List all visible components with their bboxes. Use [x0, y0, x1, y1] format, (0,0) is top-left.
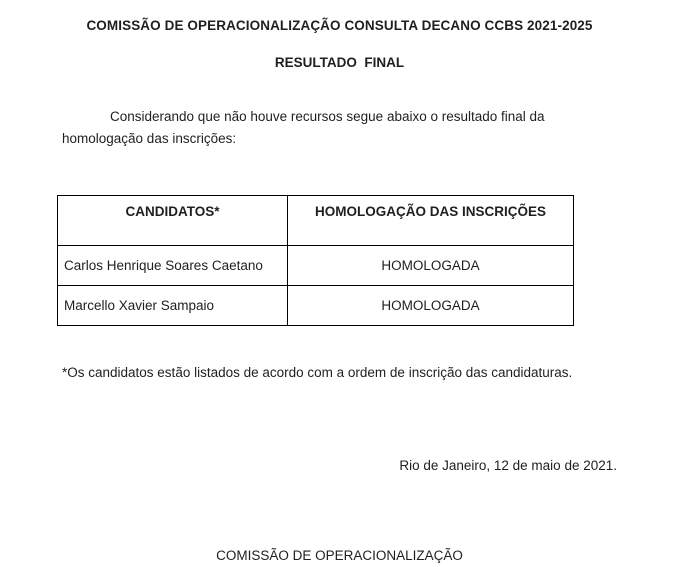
document-title: COMISSÃO DE OPERACIONALIZAÇÃO CONSULTA DECANO CCBS 2021-2025	[86, 18, 593, 33]
homologation-status: HOMOLOGADA	[288, 286, 574, 326]
signature-commission-line: COMISSÃO DE OPERACIONALIZAÇÃO	[216, 548, 463, 564]
table-row	[58, 246, 574, 286]
table-header-homologacao: HOMOLOGAÇÃO DAS INSCRIÇÕES	[288, 196, 574, 246]
table-row	[58, 286, 574, 326]
candidate-name: Marcello Xavier Sampaio	[58, 286, 288, 326]
table-header-row	[58, 196, 574, 246]
table-header-candidates: CANDIDATOS*	[58, 196, 288, 246]
results-table	[57, 195, 574, 326]
candidate-name: Carlos Henrique Soares Caetano	[58, 246, 288, 286]
place-date-line: Rio de Janeiro, 12 de maio de 2021.	[399, 458, 617, 474]
intro-paragraph: Considerando que não houve recursos segue abaixo o resultado final da homologação das inscrições:	[62, 109, 545, 146]
footnote-text: *Os candidatos estão listados de acordo com a ordem de inscrição das candidaturas.	[62, 365, 573, 381]
document-subtitle: RESULTADO FINAL	[274, 55, 405, 70]
homologation-status: HOMOLOGADA	[288, 246, 574, 286]
